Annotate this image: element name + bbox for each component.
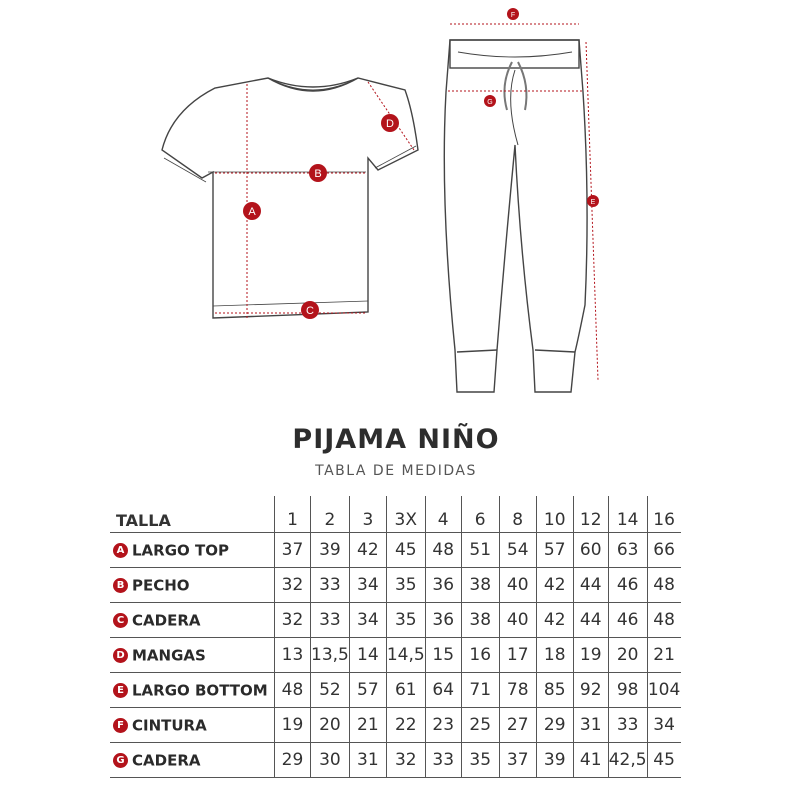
measurement-name: CINTURA — [132, 716, 207, 735]
table-cell: 40 — [499, 568, 536, 603]
table-cell: 23 — [425, 708, 461, 743]
table-cell: 31 — [349, 743, 386, 778]
table-cell: 13 — [275, 638, 311, 673]
svg-text:G: G — [487, 99, 493, 106]
table-cell: 51 — [461, 533, 499, 568]
table-cell: 20 — [608, 638, 647, 673]
table-cell: 104 — [647, 673, 681, 708]
table-cell: 37 — [499, 743, 536, 778]
table-cell: 21 — [647, 638, 681, 673]
measurement-name: MANGAS — [132, 646, 206, 665]
table-cell: 48 — [275, 673, 311, 708]
measurement-name: LARGO TOP — [132, 541, 229, 560]
table-cell: 41 — [573, 743, 608, 778]
table-row — [110, 743, 681, 778]
table-cell: 21 — [349, 708, 386, 743]
size-header: 3 — [349, 496, 386, 533]
tshirt-drawing — [162, 78, 418, 318]
measurement-badge: A — [113, 543, 128, 558]
table-cell: 29 — [536, 708, 573, 743]
table-cell: 57 — [349, 673, 386, 708]
measurement-name: LARGO BOTTOM — [132, 681, 268, 700]
table-cell: 44 — [573, 568, 608, 603]
svg-text:F: F — [510, 12, 516, 19]
table-cell: 48 — [647, 568, 681, 603]
size-chart-table — [110, 496, 681, 778]
table-cell: 22 — [386, 708, 425, 743]
table-cell: 38 — [461, 603, 499, 638]
table-cell: 78 — [499, 673, 536, 708]
table-cell: 61 — [386, 673, 425, 708]
table-cell: 14,5 — [386, 638, 425, 673]
svg-text:C: C — [306, 305, 314, 317]
table-cell: 31 — [573, 708, 608, 743]
table-cell: 19 — [573, 638, 608, 673]
table-cell: 15 — [425, 638, 461, 673]
table-cell: 13,5 — [311, 638, 350, 673]
svg-text:B: B — [314, 168, 322, 180]
size-header: 12 — [573, 496, 608, 533]
table-cell: 20 — [311, 708, 350, 743]
table-cell: 85 — [536, 673, 573, 708]
table-cell: 42,5 — [608, 743, 647, 778]
table-cell: 46 — [608, 568, 647, 603]
measurement-badge: D — [113, 648, 128, 663]
table-cell: 33 — [311, 568, 350, 603]
table-cell: 36 — [425, 568, 461, 603]
table-cell: 48 — [647, 603, 681, 638]
table-cell: 63 — [608, 533, 647, 568]
table-cell: 25 — [461, 708, 499, 743]
size-header: 4 — [425, 496, 461, 533]
measurement-badge: C — [113, 613, 128, 628]
svg-text:A: A — [248, 206, 256, 218]
table-row — [110, 533, 681, 568]
table-cell: 34 — [349, 603, 386, 638]
measurement-name: CADERA — [132, 611, 201, 630]
table-cell: 32 — [275, 568, 311, 603]
table-cell: 45 — [647, 743, 681, 778]
table-cell: 39 — [536, 743, 573, 778]
table-row — [110, 638, 681, 673]
svg-text:D: D — [386, 118, 394, 130]
table-cell: 52 — [311, 673, 350, 708]
table-cell: 46 — [608, 603, 647, 638]
table-cell: 44 — [573, 603, 608, 638]
table-cell: 36 — [425, 603, 461, 638]
table-cell: 38 — [461, 568, 499, 603]
table-cell: 33 — [425, 743, 461, 778]
table-cell: 32 — [275, 603, 311, 638]
row-label — [110, 708, 275, 743]
row-label — [110, 603, 275, 638]
row-label — [110, 743, 275, 778]
table-cell: 16 — [461, 638, 499, 673]
table-cell: 14 — [349, 638, 386, 673]
row-label — [110, 533, 275, 568]
pants-drawing — [444, 40, 587, 392]
measurement-name: CADERA — [132, 751, 201, 770]
table-cell: 48 — [425, 533, 461, 568]
svg-text:E: E — [590, 199, 596, 206]
row-label — [110, 638, 275, 673]
table-row — [110, 568, 681, 603]
table-cell: 32 — [386, 743, 425, 778]
measurement-name: PECHO — [132, 576, 190, 595]
size-header: 2 — [311, 496, 350, 533]
table-row — [110, 673, 681, 708]
size-header: 16 — [647, 496, 681, 533]
table-cell: 33 — [311, 603, 350, 638]
table-cell: 42 — [349, 533, 386, 568]
talla-header: TALLA — [116, 511, 171, 530]
table-cell: 60 — [573, 533, 608, 568]
table-cell: 42 — [536, 568, 573, 603]
table-cell: 37 — [275, 533, 311, 568]
table-cell: 45 — [386, 533, 425, 568]
table-cell: 64 — [425, 673, 461, 708]
page-subtitle: TABLA DE MEDIDAS — [315, 463, 477, 479]
table-cell: 40 — [499, 603, 536, 638]
size-header: 6 — [461, 496, 499, 533]
row-label — [110, 673, 275, 708]
page-title: PIJAMA NIÑO — [292, 424, 500, 455]
table-cell: 71 — [461, 673, 499, 708]
table-header-row — [110, 496, 681, 533]
table-cell: 34 — [349, 568, 386, 603]
table-cell: 33 — [608, 708, 647, 743]
size-header: 3X — [386, 496, 425, 533]
table-cell: 42 — [536, 603, 573, 638]
table-cell: 35 — [386, 568, 425, 603]
size-header: 1 — [275, 496, 311, 533]
measurement-badge: F — [113, 718, 128, 733]
table-cell: 35 — [386, 603, 425, 638]
table-cell: 18 — [536, 638, 573, 673]
size-header: 8 — [499, 496, 536, 533]
table-cell: 66 — [647, 533, 681, 568]
table-cell: 27 — [499, 708, 536, 743]
size-header: 14 — [608, 496, 647, 533]
table-cell: 17 — [499, 638, 536, 673]
table-cell: 57 — [536, 533, 573, 568]
measurement-badge: B — [113, 578, 128, 593]
table-cell: 35 — [461, 743, 499, 778]
measurement-badge: G — [113, 753, 128, 768]
table-cell: 54 — [499, 533, 536, 568]
table-cell: 34 — [647, 708, 681, 743]
table-cell: 39 — [311, 533, 350, 568]
table-cell: 98 — [608, 673, 647, 708]
table-row — [110, 708, 681, 743]
size-header: 10 — [536, 496, 573, 533]
table-cell: 30 — [311, 743, 350, 778]
table-cell: 19 — [275, 708, 311, 743]
row-label — [110, 568, 275, 603]
table-cell: 29 — [275, 743, 311, 778]
table-cell: 92 — [573, 673, 608, 708]
table-row — [110, 603, 681, 638]
measurement-badge: E — [113, 683, 128, 698]
